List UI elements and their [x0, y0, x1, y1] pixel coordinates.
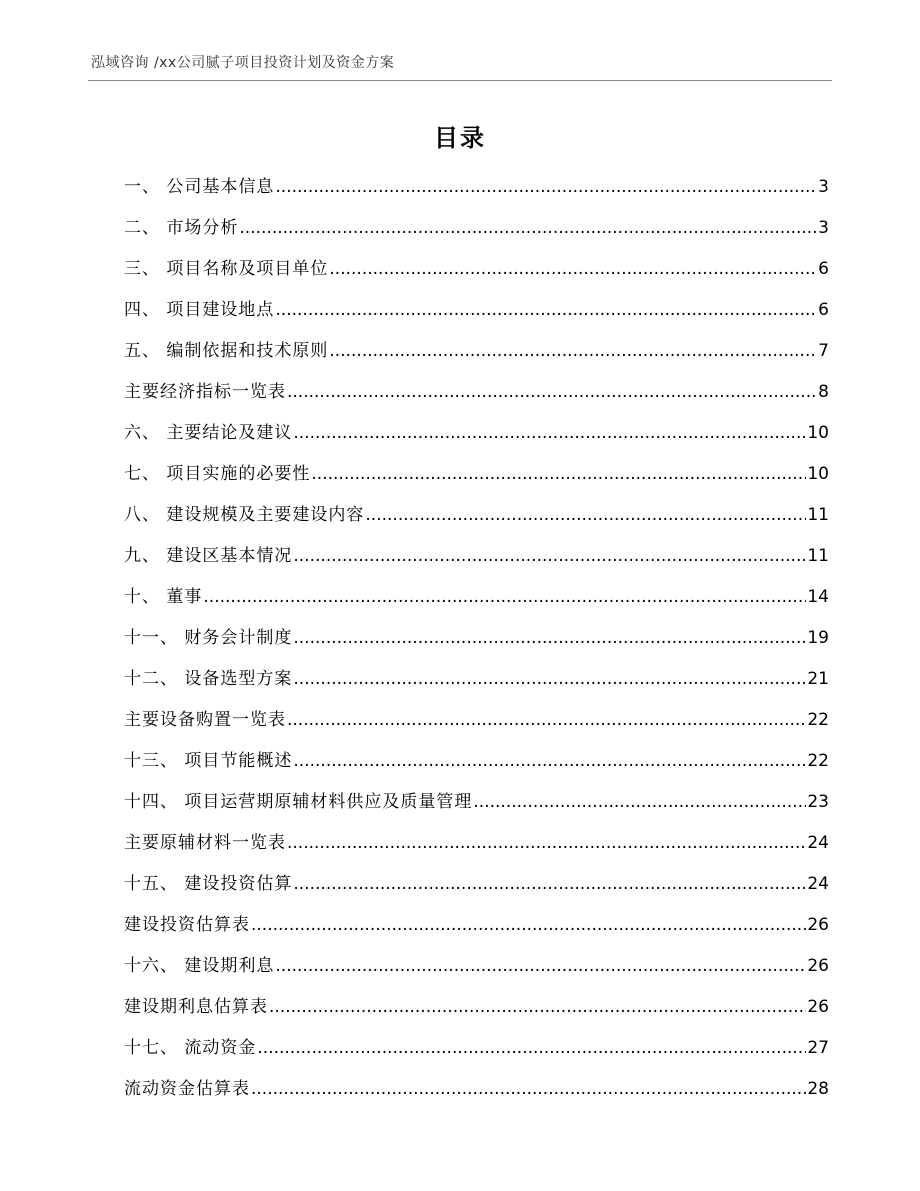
toc-entry[interactable] [124, 910, 829, 951]
toc-entry-page[interactable]: 21 [807, 669, 829, 689]
table-of-contents [124, 172, 829, 1115]
toc-entry-page[interactable]: 24 [807, 874, 829, 894]
toc-entry[interactable] [124, 213, 829, 254]
toc-dot-leader [287, 828, 806, 858]
toc-entry-page[interactable]: 8 [818, 382, 829, 402]
toc-entry[interactable] [124, 377, 829, 418]
toc-dot-leader [251, 1074, 806, 1104]
toc-dot-leader [257, 1033, 806, 1063]
toc-entry-label[interactable]: 三、 项目名称及项目单位 [124, 259, 329, 279]
toc-dot-leader [293, 664, 806, 694]
toc-entry-label[interactable]: 二、 市场分析 [124, 218, 239, 238]
header-divider [88, 80, 832, 81]
toc-entry[interactable] [124, 746, 829, 787]
toc-entry[interactable] [124, 623, 829, 664]
toc-entry[interactable] [124, 1033, 829, 1074]
toc-entry-label[interactable]: 四、 项目建设地点 [124, 300, 275, 320]
toc-entry-label[interactable]: 建设投资估算表 [124, 915, 250, 935]
toc-entry-page[interactable]: 22 [807, 751, 829, 771]
toc-entry-label[interactable]: 主要设备购置一览表 [124, 710, 286, 730]
toc-entry[interactable] [124, 664, 829, 705]
toc-dot-leader [293, 418, 806, 448]
toc-dot-leader [251, 910, 806, 940]
toc-dot-leader [311, 459, 806, 489]
toc-dot-leader [239, 213, 817, 243]
page-header: 泓域咨询 /xx公司腻子项目投资计划及资金方案 [91, 55, 395, 71]
toc-entry[interactable] [124, 992, 829, 1033]
toc-entry-page[interactable]: 3 [818, 177, 829, 197]
toc-entry-label[interactable]: 十四、 项目运营期原辅材料供应及质量管理 [124, 792, 473, 812]
toc-dot-leader [275, 951, 806, 981]
toc-entry-label[interactable]: 建设期利息估算表 [124, 997, 268, 1017]
toc-entry-label[interactable]: 七、 项目实施的必要性 [124, 464, 311, 484]
toc-entry-label[interactable]: 主要原辅材料一览表 [124, 833, 286, 853]
toc-entry[interactable] [124, 500, 829, 541]
toc-entry[interactable] [124, 828, 829, 869]
toc-entry-label[interactable]: 十六、 建设期利息 [124, 956, 275, 976]
toc-dot-leader [287, 377, 817, 407]
toc-entry[interactable] [124, 336, 829, 377]
toc-dot-leader [293, 746, 806, 776]
toc-entry-label[interactable]: 主要经济指标一览表 [124, 382, 286, 402]
toc-entry-label[interactable]: 十二、 设备选型方案 [124, 669, 293, 689]
toc-entry-label[interactable]: 五、 编制依据和技术原则 [124, 341, 329, 361]
toc-dot-leader [329, 336, 817, 366]
toc-entry-page[interactable]: 10 [807, 464, 829, 484]
toc-entry[interactable] [124, 172, 829, 213]
toc-entry-page[interactable]: 11 [807, 505, 829, 525]
toc-entry[interactable] [124, 951, 829, 992]
toc-entry[interactable] [124, 787, 829, 828]
toc-entry-page[interactable]: 6 [818, 259, 829, 279]
toc-dot-leader [269, 992, 806, 1022]
toc-dot-leader [329, 254, 817, 284]
toc-entry-page[interactable]: 28 [807, 1079, 829, 1099]
toc-dot-leader [293, 869, 806, 899]
toc-entry-page[interactable]: 11 [807, 546, 829, 566]
toc-dot-leader [275, 172, 817, 202]
toc-entry-page[interactable]: 3 [818, 218, 829, 238]
toc-entry[interactable] [124, 582, 829, 623]
toc-dot-leader [293, 541, 806, 571]
toc-entry-label[interactable]: 六、 主要结论及建议 [124, 423, 293, 443]
toc-entry[interactable] [124, 541, 829, 582]
toc-entry-page[interactable]: 6 [818, 300, 829, 320]
toc-entry-label[interactable]: 十五、 建设投资估算 [124, 874, 293, 894]
toc-dot-leader [473, 787, 806, 817]
toc-dot-leader [275, 295, 817, 325]
toc-entry-page[interactable]: 22 [807, 710, 829, 730]
toc-entry[interactable] [124, 295, 829, 336]
toc-entry-page[interactable]: 27 [807, 1038, 829, 1058]
toc-entry[interactable] [124, 869, 829, 910]
page-title: 目录 [434, 124, 486, 152]
toc-entry-page[interactable]: 23 [807, 792, 829, 812]
toc-entry-label[interactable]: 八、 建设规模及主要建设内容 [124, 505, 365, 525]
toc-entry-page[interactable]: 14 [807, 587, 829, 607]
toc-entry-page[interactable]: 7 [818, 341, 829, 361]
toc-entry-label[interactable]: 九、 建设区基本情况 [124, 546, 293, 566]
toc-entry[interactable] [124, 254, 829, 295]
toc-entry-label[interactable]: 十七、 流动资金 [124, 1038, 257, 1058]
toc-entry-label[interactable]: 一、 公司基本信息 [124, 177, 275, 197]
toc-entry-page[interactable]: 10 [807, 423, 829, 443]
toc-dot-leader [293, 623, 806, 653]
toc-dot-leader [287, 705, 806, 735]
toc-entry[interactable] [124, 705, 829, 746]
toc-dot-leader [203, 582, 806, 612]
toc-entry-page[interactable]: 26 [807, 915, 829, 935]
toc-entry-label[interactable]: 流动资金估算表 [124, 1079, 250, 1099]
toc-dot-leader [365, 500, 806, 530]
toc-entry-label[interactable]: 十一、 财务会计制度 [124, 628, 293, 648]
toc-entry-page[interactable]: 24 [807, 833, 829, 853]
toc-entry-page[interactable]: 19 [807, 628, 829, 648]
toc-entry-label[interactable]: 十三、 项目节能概述 [124, 751, 293, 771]
toc-entry-page[interactable]: 26 [807, 997, 829, 1017]
toc-entry-label[interactable]: 十、 董事 [124, 587, 203, 607]
toc-entry[interactable] [124, 459, 829, 500]
toc-entry[interactable] [124, 418, 829, 459]
toc-entry[interactable] [124, 1074, 829, 1115]
toc-entry-page[interactable]: 26 [807, 956, 829, 976]
